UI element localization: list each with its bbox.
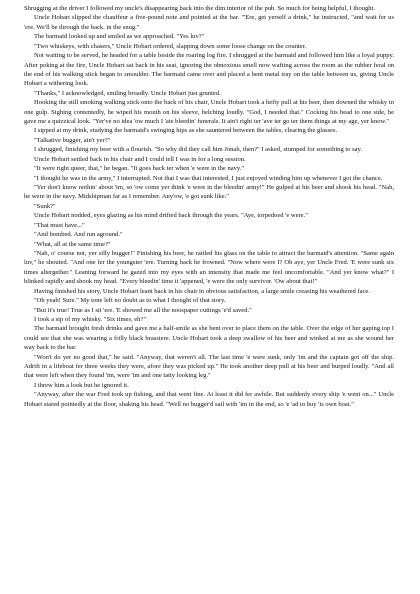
paragraph: I sipped at my drink, studying the barmaid's swinging hips as she sauntered between the tables, clearing the glasses.: [34, 127, 338, 135]
paragraph: "Nah, o' course not, yer silly bugger!" Finishing his beer, he rattled his glass on the table to attract the barmaid's attention. "Same again luv," he shouted. "And one fer the youngster 'ere. Turning back he frowned. "Now where were I? Oh aye, yer Uncle Fred. 'E were sunk six times altergether." Leaning forward he gazed into my eyes with an intensity that made me feel uncomfortable. "And yer know what?" I blinked rapidly and shook my head. "Every bleedin' time it 'appened, 'e were the only survivor. 'Ow about that!": [24, 249, 394, 286]
paragraph: "Sunk?": [34, 202, 56, 210]
paragraph: Having finished his story, Uncle Hobart leant back in his chair in obvious satisfaction, a large smile creasing his weathered face.: [34, 287, 370, 295]
paragraph: The barmaid looked up and smiled as we approached. "Yes luv?": [34, 33, 205, 41]
paragraph: "Anyway, after the war Fred took up fishing, and that went fine. At least it did fer awhile. But suddenly every ship 'e went on..." Uncle Hobart stared pointedly at the floor, shaking his head. "Well no bugger'd sail with 'im in the end, so 'e 'ad to buy 'is own boat.": [24, 391, 394, 408]
paragraph: "Yer don't know nothin' about 'im, so 'ow come yer think 'e were in the bleedin' army!" He gulped at his beer and shook his head. "Nah, he were in the navy. Midshipman far as I remember. Any'ow, 'e got sunk like.": [24, 184, 394, 201]
paragraph: "And bombed. And run aground.": [34, 231, 123, 239]
paragraph: "Two whiskeys, with chasers," Uncle Hobart ordered, slapping down some loose change on the counter.: [34, 42, 307, 50]
paragraph: "It were right queer, that," he began. "It goes back ter when 'e were in the navy.": [34, 165, 245, 173]
paragraph: Uncle Hobart nodded, eyes glazing as his mind drifted back through the years. "Aye, torpedoed 'e were.": [34, 212, 308, 220]
paragraph: Hooking the still smoking walking stick onto the back of his chair, Uncle Hobart took a hefty pull at his beer, then downed the whisky in one gulp. Sighing contentedly, he wiped his mouth on his sleeve, belching loudly. "God, I needed that." Cocking his head to one side, he gave me a quizzical look. "Yer've no idea 'ow much I 'ate bleedin' funerals. It ain't right ter 'ave ter go ter them things at my age, yer know.": [24, 99, 394, 126]
paragraph: "Won't do yer no good that," he said. "Anyway, that weren't all. The last time 'e were sunk, only 'im and the captain got off the ship. Adrift in a lifeboat fer three weeks they were, afore they was picked up." He took another deep pull at his beer and burped loudly. "And all that were left when they found 'im, were 'im and one tatty looking leg.": [24, 353, 394, 380]
paragraph: "Talkative bugger, ain't yer?": [34, 136, 111, 144]
paragraph: Uncle Hobart slipped the chauffeur a five-pound note and pointed at the bar. "'Ere, get yerself a drink," he instructed, "and wait fer us 'ere. We'll be through the back. in the snug.": [24, 14, 394, 31]
paragraph: "Oh yeah! Sure." My tone left no doubt as to what I thought of that story.: [34, 297, 226, 305]
paragraph: Not waiting to be served, he headed for a table beside the roaring log fire. I shrugged at the barmaid and followed him like a loyal puppy. After poking at the fire, Uncle Hobart sat back in his seat, ignoring the obnoxious smell now wafting across the room as the rubber feral on the end of his walking stick began to smoulder. The barmaid came over and placed a bent metal tray on the table between us, giving Uncle Hobart a withering look.: [24, 52, 394, 88]
paragraph: "What, all at the same time?": [34, 240, 111, 248]
paragraph: "I thought he was in the army," I interrupted. Not that I was that interested, I just enjoyed winding him up whenever I got the chance.: [34, 174, 383, 182]
paragraph: The barmaid brought fresh drinks and gave me a half-smile as she bent over to place them on the table. Over the edge of her gaping top I could see that she was wearing a frilly black brassiere. Uncle Hobart took a deep swallow of his beer and winked at me as she wound her way back to the bar.: [24, 325, 394, 352]
paragraph: I took a sip of my whisky. "Six times, eh?": [34, 315, 147, 323]
paragraph: Uncle Hobart settled back in his chair and I could tell I was in for a long session.: [34, 155, 246, 163]
paragraph: "Thanks," I acknowledged, smiling broadly. Uncle Hobart just grunted.: [34, 89, 221, 97]
paragraph: "That must have...": [34, 221, 85, 229]
paragraph: "But it's true! True as I sit 'ere. 'E showed me all the noospaper cuttings 'e'd saved.": [34, 306, 252, 314]
paragraph: Shrugging at the driver I followed my uncle's disappearing back into the dim interior of the pub. So much for being helpful, I thought.: [24, 5, 375, 12]
paragraph: I threw him a look but he ignored it.: [34, 381, 129, 389]
paragraph: I shrugged, finishing my beer with a flourish. "So why did they call him Jonah, then?" I asked, stumped for something to say.: [34, 146, 363, 154]
